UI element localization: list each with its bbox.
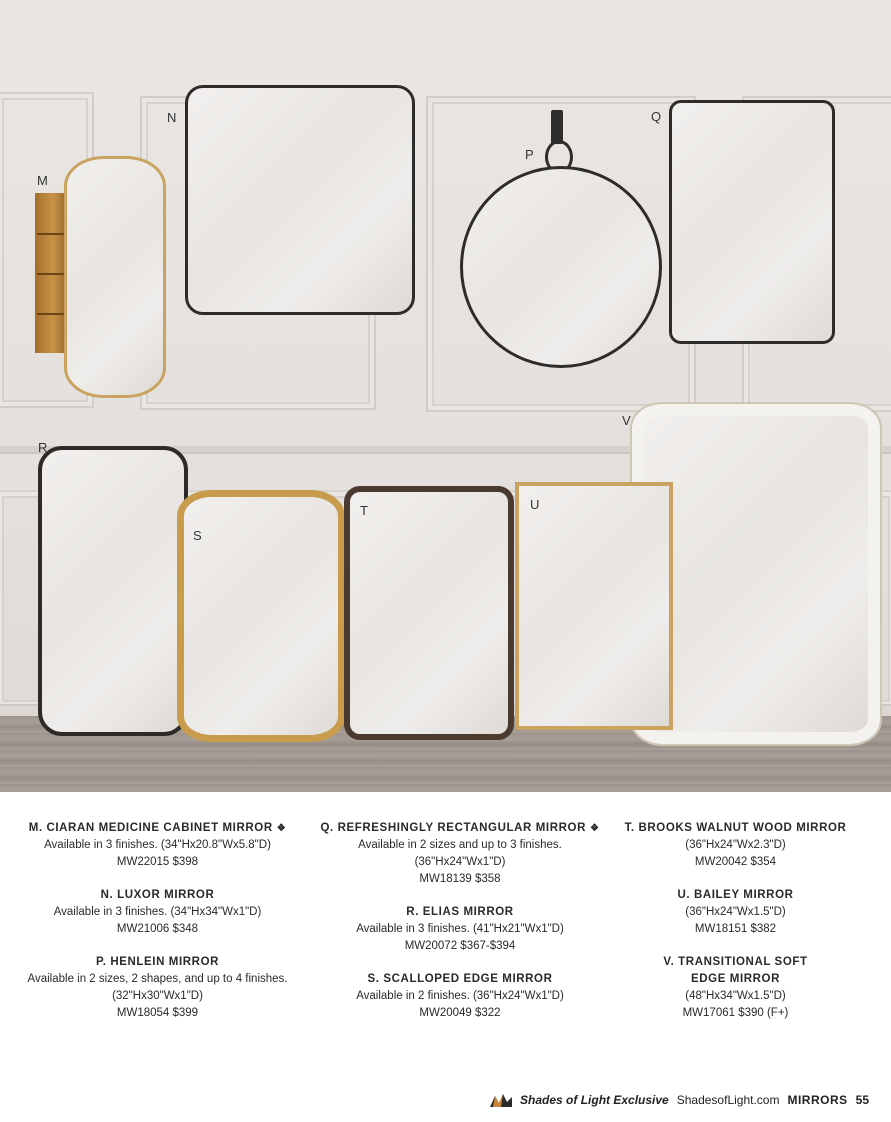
product-title-line2: EDGE MIRROR [690, 973, 781, 985]
product-dimensions: (36"Hx24"Wx1"D) [414, 856, 506, 868]
page-number: 55 [855, 1093, 869, 1107]
mirror-t [344, 486, 514, 740]
label-u: U [530, 497, 540, 512]
label-v: V [622, 413, 632, 428]
product-column-1 [20, 820, 295, 1038]
mirror-p [460, 166, 662, 368]
product-title: U. BAILEY MIRROR [677, 889, 794, 901]
product-sku-price: MW20072 $367-$394 [404, 940, 516, 952]
mirror-n [185, 85, 415, 315]
product-details: Available in 2 sizes and up to 3 finishes. [358, 839, 562, 851]
label-n: N [167, 110, 177, 125]
exclusive-badge-icon: ❖ [276, 823, 287, 834]
product-title: T. BROOKS WALNUT WOOD MIRROR [624, 822, 847, 834]
mirror-q [669, 100, 835, 344]
product-dimensions: (48"Hx34"Wx1.5"D) [685, 990, 786, 1002]
product-title: Q. REFRESHINGLY RECTANGULAR MIRROR [320, 822, 586, 834]
product-sku-price: MW17061 $390 (F+) [682, 1007, 789, 1019]
exclusive-badge-icon: ❖ [589, 823, 600, 834]
product-u [608, 887, 863, 938]
label-p: P [525, 147, 535, 162]
product-title: V. TRANSITIONAL SOFT [663, 956, 808, 968]
shades-of-light-logo-icon [490, 1093, 512, 1107]
product-n [20, 887, 295, 938]
product-details: Available in 3 finishes. (41"Hx21"Wx1"D) [356, 923, 564, 935]
product-m [20, 820, 295, 871]
label-q: Q [651, 109, 662, 124]
mirror-r [38, 446, 188, 736]
product-title: S. SCALLOPED EDGE MIRROR [367, 973, 553, 985]
product-sku-price: MW21006 $348 [116, 923, 199, 935]
product-sku-price: MW18151 $382 [694, 923, 777, 935]
product-details: Available in 3 finishes. (34"Hx34"Wx1"D) [53, 906, 262, 918]
product-p [20, 954, 295, 1022]
product-q [318, 820, 602, 888]
mirror-m [64, 156, 166, 398]
product-title: M. CIARAN MEDICINE CABINET MIRROR [28, 822, 273, 834]
product-title: N. LUXOR MIRROR [100, 889, 215, 901]
product-dimensions: (32"Hx30"Wx1"D) [112, 990, 203, 1002]
product-title: R. ELIAS MIRROR [406, 906, 514, 918]
product-sku-price: MW18139 $358 [419, 873, 501, 885]
product-column-2 [318, 820, 602, 1038]
product-s [318, 971, 602, 1022]
product-sku-price: MW20049 $322 [419, 1007, 501, 1019]
product-details: Available in 2 sizes, 2 shapes, and up to 4 finishes. [27, 973, 288, 985]
product-sku-price: MW22015 $398 [116, 856, 199, 868]
website-link[interactable]: ShadesofLight.com [676, 1093, 780, 1107]
mirror-s [177, 490, 345, 742]
product-r [318, 904, 602, 955]
section-name: MIRRORS [787, 1093, 848, 1107]
product-dimensions: (36"Hx24"Wx2.3"D) [685, 839, 786, 851]
product-v [608, 954, 863, 1022]
label-t: T [360, 503, 369, 518]
exclusive-label: Shades of Light Exclusive [520, 1093, 669, 1107]
product-column-3 [608, 820, 863, 1038]
product-t [608, 820, 863, 871]
product-sku-price: MW18054 $399 [116, 1007, 199, 1019]
label-r: R [38, 440, 48, 455]
page-footer [490, 1093, 869, 1107]
product-dimensions: (36"Hx24"Wx1.5"D) [685, 906, 786, 918]
product-sku-price: MW20042 $354 [694, 856, 777, 868]
product-details: Available in 3 finishes. (34"Hx20.8"Wx5.8"D) [44, 839, 271, 851]
mirror-p-hanger [551, 110, 563, 144]
label-m: M [37, 173, 49, 188]
product-title: P. HENLEIN MIRROR [95, 956, 220, 968]
product-details: Available in 2 finishes. (36"Hx24"Wx1"D) [356, 990, 564, 1002]
mirror-u [515, 482, 673, 730]
label-s: S [193, 528, 203, 543]
